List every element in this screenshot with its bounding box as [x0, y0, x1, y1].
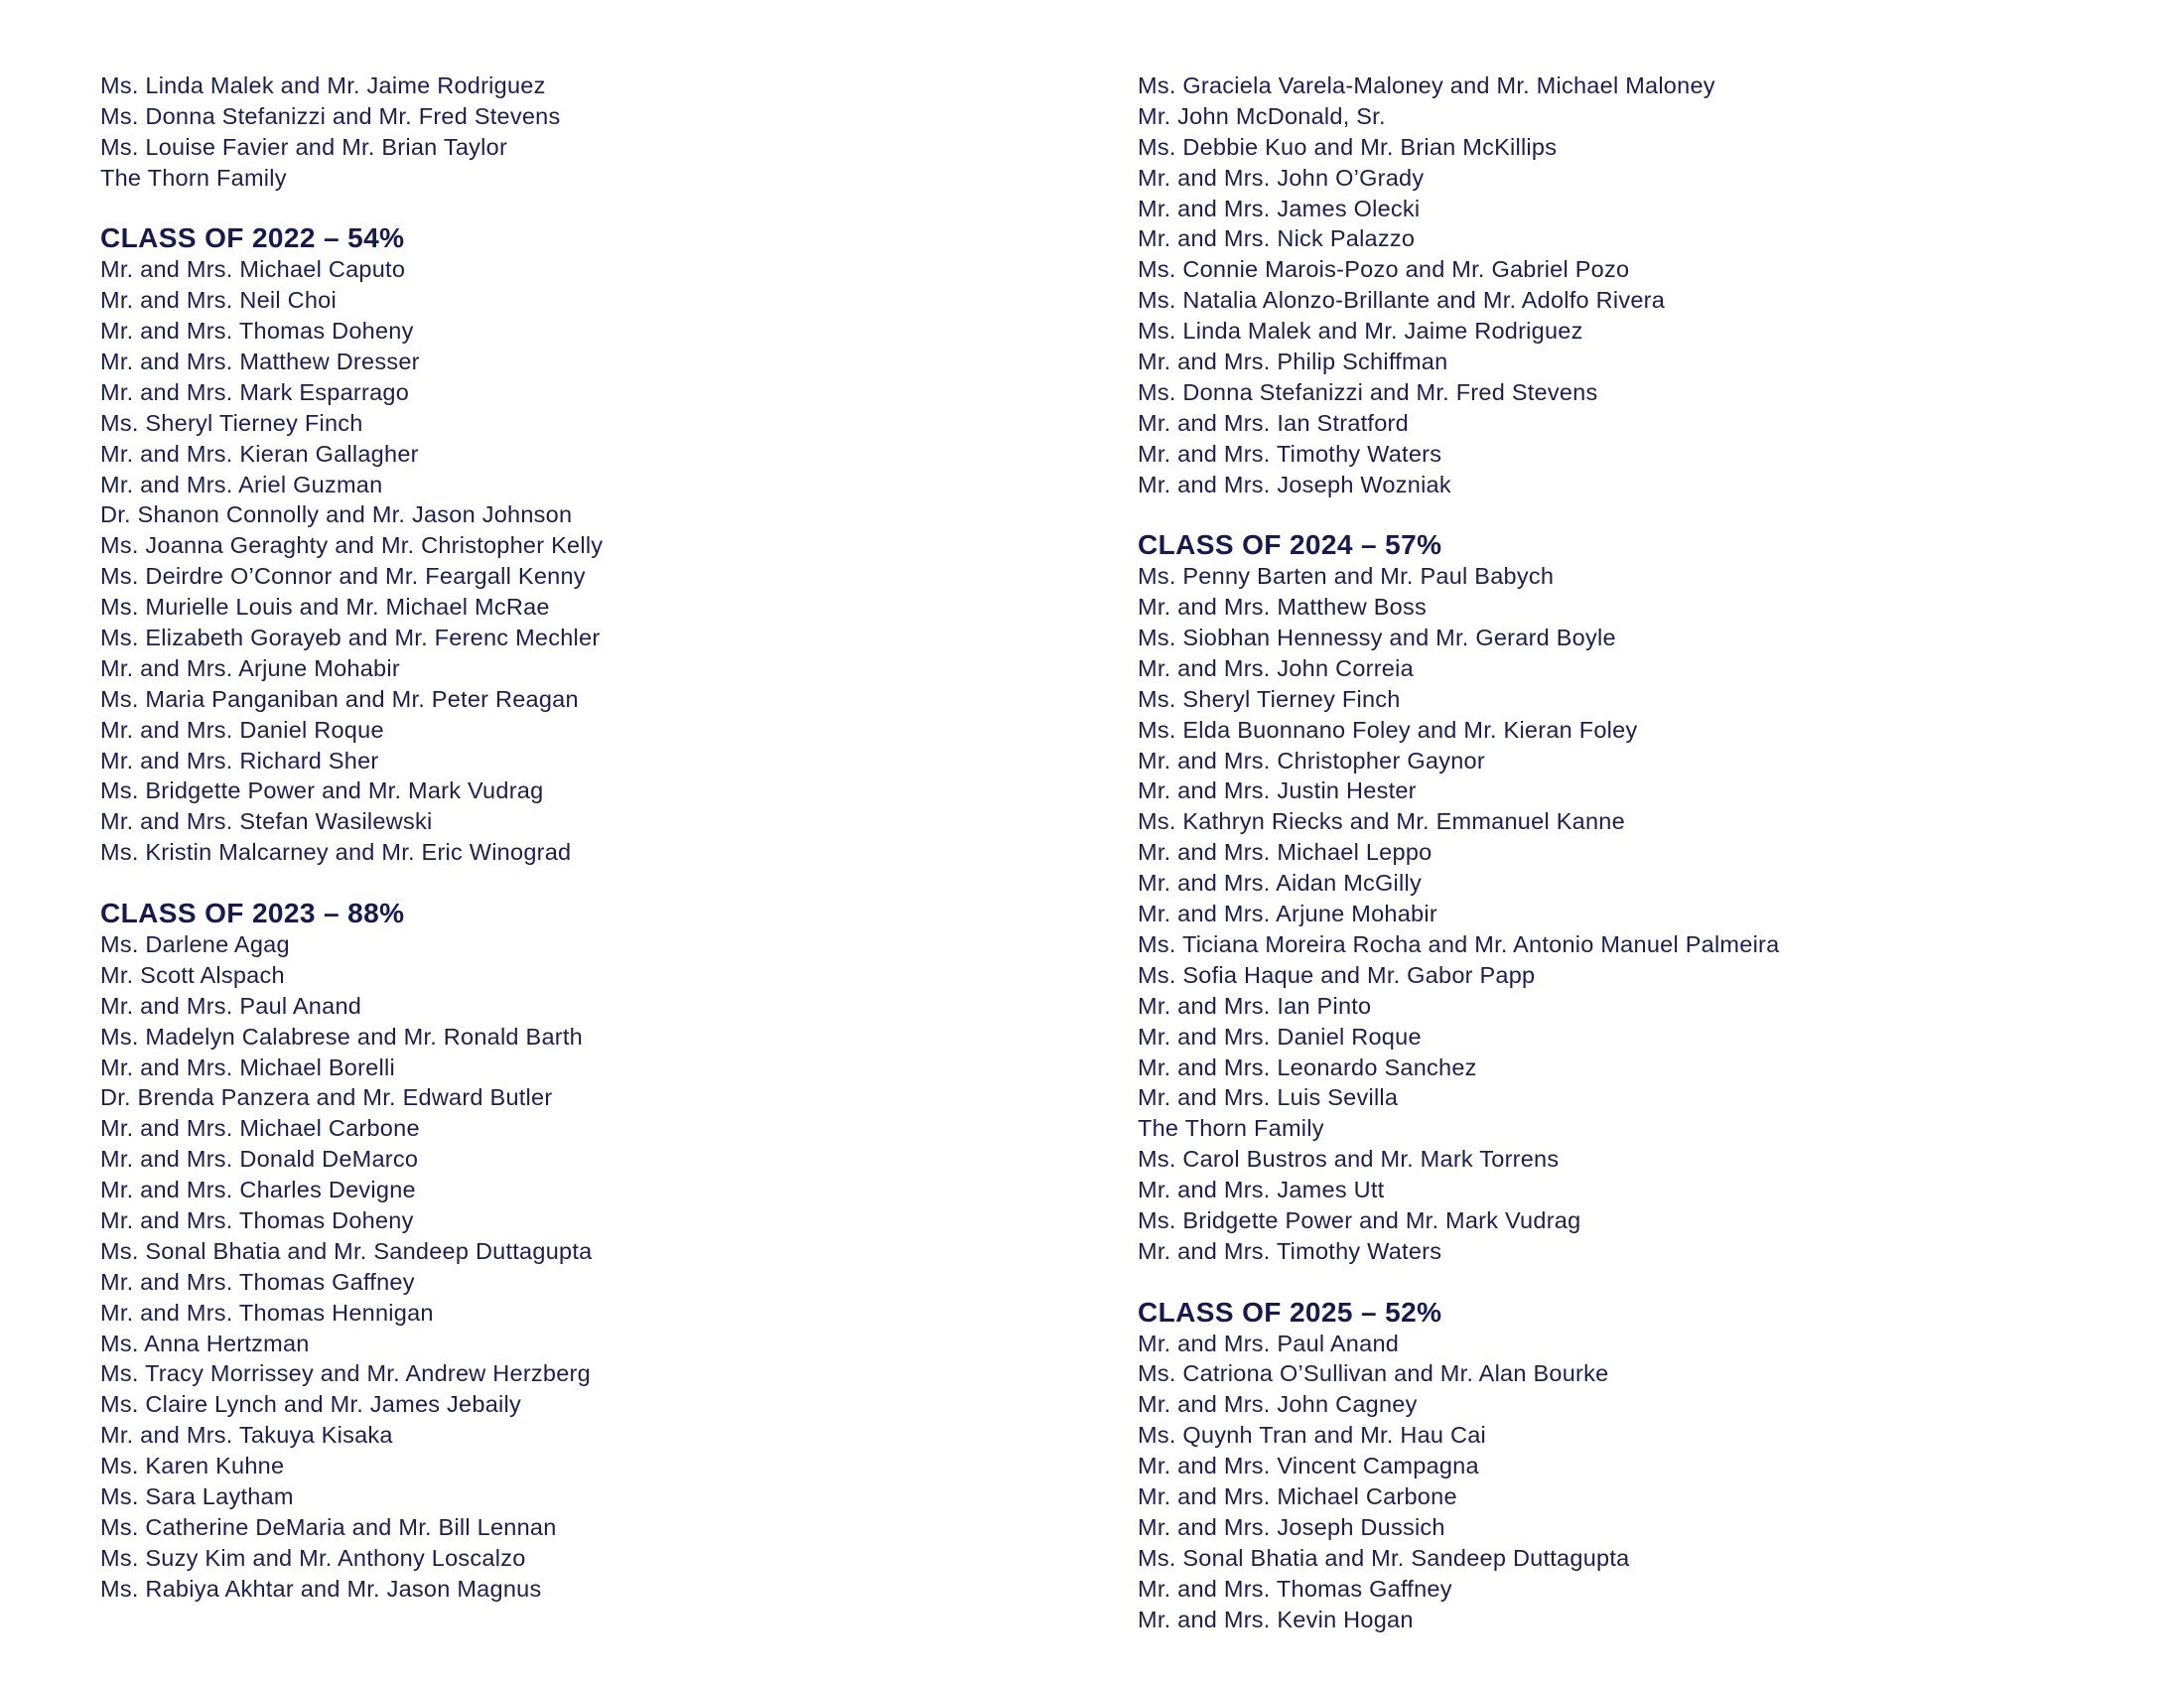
donor-name: Mr. and Mrs. Michael Leppo [1138, 839, 1433, 866]
donor-name: Mr. and Mrs. Timothy Waters [1138, 440, 1442, 467]
donor-name: Mr. and Mrs. Ariel Guzman [100, 471, 383, 497]
donor-name: Ms. Graciela Varela-Maloney and Mr. Michael Maloney [1138, 72, 1715, 98]
donor-name: Mr. and Mrs. Takuya Kisaka [100, 1422, 393, 1449]
donor-name: Mr. and Mrs. Joseph Wozniak [1138, 471, 1451, 497]
donor-name: Mr. and Mrs. Ian Stratford [1138, 409, 1409, 436]
donor-name: Mr. Scott Alspach [100, 961, 285, 988]
donor-name: Ms. Suzy Kim and Mr. Anthony Loscalzo [100, 1544, 526, 1571]
donor-name: Mr. and Mrs. Thomas Gaffney [100, 1268, 415, 1295]
donor-name: Mr. and Mrs. Thomas Hennigan [100, 1299, 434, 1326]
donor-name: Mr. and Mrs. Daniel Roque [1138, 1023, 1422, 1050]
class-2023-heading: CLASS OF 2023 – 88% [100, 898, 405, 929]
donor-name: Mr. and Mrs. Neil Choi [100, 287, 337, 314]
donor-name: Ms. Bridgette Power and Mr. Mark Vudrag [100, 777, 544, 804]
class-2023-names-list [100, 929, 1053, 1605]
donor-name: Mr. and Mrs. Mark Esparrago [100, 378, 410, 405]
donor-name: Ms. Linda Malek and Mr. Jaime Rodriguez [100, 72, 546, 98]
donor-name: Dr. Brenda Panzera and Mr. Edward Butler [100, 1084, 553, 1111]
intro-names-list [100, 70, 1053, 194]
donor-name: Mr. and Mrs. Charles Devigne [100, 1177, 416, 1203]
donor-name: Ms. Madelyn Calabrese and Mr. Ronald Barth [100, 1023, 583, 1050]
donor-name: Mr. and Mrs. Luis Sevilla [1138, 1084, 1399, 1111]
donor-name: Mr. and Mrs. Daniel Roque [100, 716, 384, 743]
donor-name: Ms. Debbie Kuo and Mr. Brian McKillips [1138, 133, 1558, 160]
donor-name: Mr. and Mrs. Arjune Mohabir [100, 654, 400, 681]
donor-name: Mr. and Mrs. Nick Palazzo [1138, 225, 1416, 252]
donor-name: Ms. Sonal Bhatia and Mr. Sandeep Duttagupta [1138, 1544, 1630, 1571]
donor-name: Mr. and Mrs. Christopher Gaynor [1138, 747, 1485, 774]
donor-name: Mr. and Mrs. John Cagney [1138, 1391, 1418, 1418]
donor-name: Mr. John McDonald, Sr. [1138, 102, 1386, 129]
donor-name: Mr. and Mrs. Arjune Mohabir [1138, 901, 1437, 927]
donor-name: Mr. and Mrs. Paul Anand [1138, 1330, 1400, 1356]
donor-name: Mr. and Mrs. Thomas Doheny [100, 318, 414, 345]
class-2025-heading: CLASS OF 2025 – 52% [1138, 1296, 1442, 1328]
donor-name: Mr. and Mrs. Kevin Hogan [1138, 1606, 1414, 1632]
class-2022-heading: CLASS OF 2022 – 54% [100, 222, 405, 254]
donor-name: Ms. Murielle Louis and Mr. Michael McRae [100, 594, 550, 621]
donor-name: The Thorn Family [1138, 1115, 1324, 1142]
donor-name: Mr. and Mrs. Thomas Doheny [100, 1206, 414, 1233]
donor-name: Ms. Linda Malek and Mr. Jaime Rodriguez [1138, 318, 1583, 345]
donor-name: Ms. Catriona O’Sullivan and Mr. Alan Bourke [1138, 1360, 1609, 1387]
donor-name: Ms. Donna Stefanizzi and Mr. Fred Stevens [1138, 378, 1598, 405]
donor-name: Dr. Shanon Connolly and Mr. Jason Johnson [100, 501, 573, 528]
donor-name: Mr. and Mrs. Michael Carbone [100, 1115, 420, 1142]
donor-name: Mr. and Mrs. Donald DeMarco [100, 1146, 419, 1173]
class-2024-heading: CLASS OF 2024 – 57% [1138, 529, 1442, 561]
donor-name: Ms. Kristin Malcarney and Mr. Eric Winograd [100, 839, 572, 866]
donor-name: Ms. Quynh Tran and Mr. Hau Cai [1138, 1422, 1487, 1449]
donor-name: Ms. Elda Buonnano Foley and Mr. Kieran Foley [1138, 716, 1638, 743]
donor-name: Mr. and Mrs. Matthew Dresser [100, 349, 420, 375]
donor-name: Ms. Karen Kuhne [100, 1453, 285, 1479]
class-2024-names-list [1138, 561, 2130, 1266]
donor-name: Mr. and Mrs. Ian Pinto [1138, 992, 1372, 1019]
donor-name: Ms. Tracy Morrissey and Mr. Andrew Herzberg [100, 1360, 591, 1387]
donor-name: Mr. and Mrs. John O’Grady [1138, 164, 1425, 191]
donor-name: Ms. Catherine DeMaria and Mr. Bill Lennan [100, 1513, 557, 1540]
donor-name: Mr. and Mrs. John Correia [1138, 654, 1414, 681]
class-2022-names-list [100, 254, 1053, 868]
class-2025-names-list [1138, 1329, 2130, 1635]
donor-name: Ms. Sofia Haque and Mr. Gabor Papp [1138, 961, 1536, 988]
section-spacer [1138, 499, 2130, 530]
donor-name: Ms. Claire Lynch and Mr. James Jebaily [100, 1391, 521, 1418]
donor-name: Ms. Anna Hertzman [100, 1330, 310, 1356]
donor-name: Ms. Sonal Bhatia and Mr. Sandeep Duttagupta [100, 1237, 593, 1264]
donor-name: Mr. and Mrs. Joseph Dussich [1138, 1513, 1445, 1540]
continued-names-list [1138, 70, 2130, 499]
donor-name: Ms. Penny Barten and Mr. Paul Babych [1138, 563, 1555, 590]
donor-name: Ms. Sheryl Tierney Finch [1138, 685, 1401, 712]
left-column [100, 70, 1053, 1605]
donor-name: Mr. and Mrs. Philip Schiffman [1138, 349, 1448, 375]
donor-name: Ms. Natalia Alonzo-Brillante and Mr. Adolfo Rivera [1138, 287, 1666, 314]
donor-name: Mr. and Mrs. James Utt [1138, 1177, 1385, 1203]
donor-name: Mr. and Mrs. Thomas Gaffney [1138, 1575, 1452, 1602]
donor-name: Ms. Louise Favier and Mr. Brian Taylor [100, 133, 508, 160]
donor-name: Ms. Elizabeth Gorayeb and Mr. Ferenc Mechler [100, 625, 601, 651]
donor-name: Ms. Ticiana Moreira Rocha and Mr. Antonio Manuel Palmeira [1138, 930, 1780, 957]
donor-name: Mr. and Mrs. Richard Sher [100, 747, 379, 774]
donor-name: Mr. and Mrs. Leonardo Sanchez [1138, 1054, 1477, 1080]
donor-name: Ms. Bridgette Power and Mr. Mark Vudrag [1138, 1206, 1581, 1233]
donor-name: Mr. and Mrs. Stefan Wasilewski [100, 808, 433, 835]
donor-name: Mr. and Mrs. Matthew Boss [1138, 594, 1427, 621]
donor-name: Ms. Sara Laytham [100, 1482, 294, 1509]
donor-name: Mr. and Mrs. Justin Hester [1138, 777, 1417, 804]
donor-name: Mr. and Mrs. Michael Borelli [100, 1054, 395, 1080]
donor-name: Ms. Maria Panganiban and Mr. Peter Reagan [100, 685, 579, 712]
donor-name: Ms. Rabiya Akhtar and Mr. Jason Magnus [100, 1575, 542, 1602]
donor-name: Mr. and Mrs. Kieran Gallagher [100, 440, 419, 467]
section-spacer [100, 194, 1053, 224]
donor-name: Ms. Kathryn Riecks and Mr. Emmanuel Kanne [1138, 808, 1625, 835]
donor-name: Ms. Deirdre O’Connor and Mr. Feargall Kenny [100, 563, 586, 590]
section-spacer [1138, 1267, 2130, 1298]
donor-name: Ms. Connie Marois-Pozo and Mr. Gabriel Pozo [1138, 256, 1630, 283]
donor-name: Ms. Donna Stefanizzi and Mr. Fred Stevens [100, 102, 561, 129]
donor-name: Ms. Carol Bustros and Mr. Mark Torrens [1138, 1146, 1560, 1173]
section-spacer [100, 868, 1053, 899]
donor-name: Mr. and Mrs. Vincent Campagna [1138, 1453, 1479, 1479]
donor-name: Mr. and Mrs. James Olecki [1138, 195, 1421, 221]
donor-name: Mr. and Mrs. Michael Carbone [1138, 1482, 1457, 1509]
donor-name: Ms. Sheryl Tierney Finch [100, 409, 363, 436]
donor-name: Ms. Joanna Geraghty and Mr. Christopher Kelly [100, 532, 604, 559]
donor-name: Mr. and Mrs. Aidan McGilly [1138, 870, 1422, 897]
donor-name: Ms. Siobhan Hennessy and Mr. Gerard Boyle [1138, 625, 1616, 651]
donor-name: Mr. and Mrs. Timothy Waters [1138, 1237, 1442, 1264]
donor-name: Mr. and Mrs. Michael Caputo [100, 256, 406, 283]
right-column [1138, 70, 2130, 1634]
donor-name: The Thorn Family [100, 164, 287, 191]
donor-name: Mr. and Mrs. Paul Anand [100, 992, 362, 1019]
donor-name: Ms. Darlene Agag [100, 930, 290, 957]
